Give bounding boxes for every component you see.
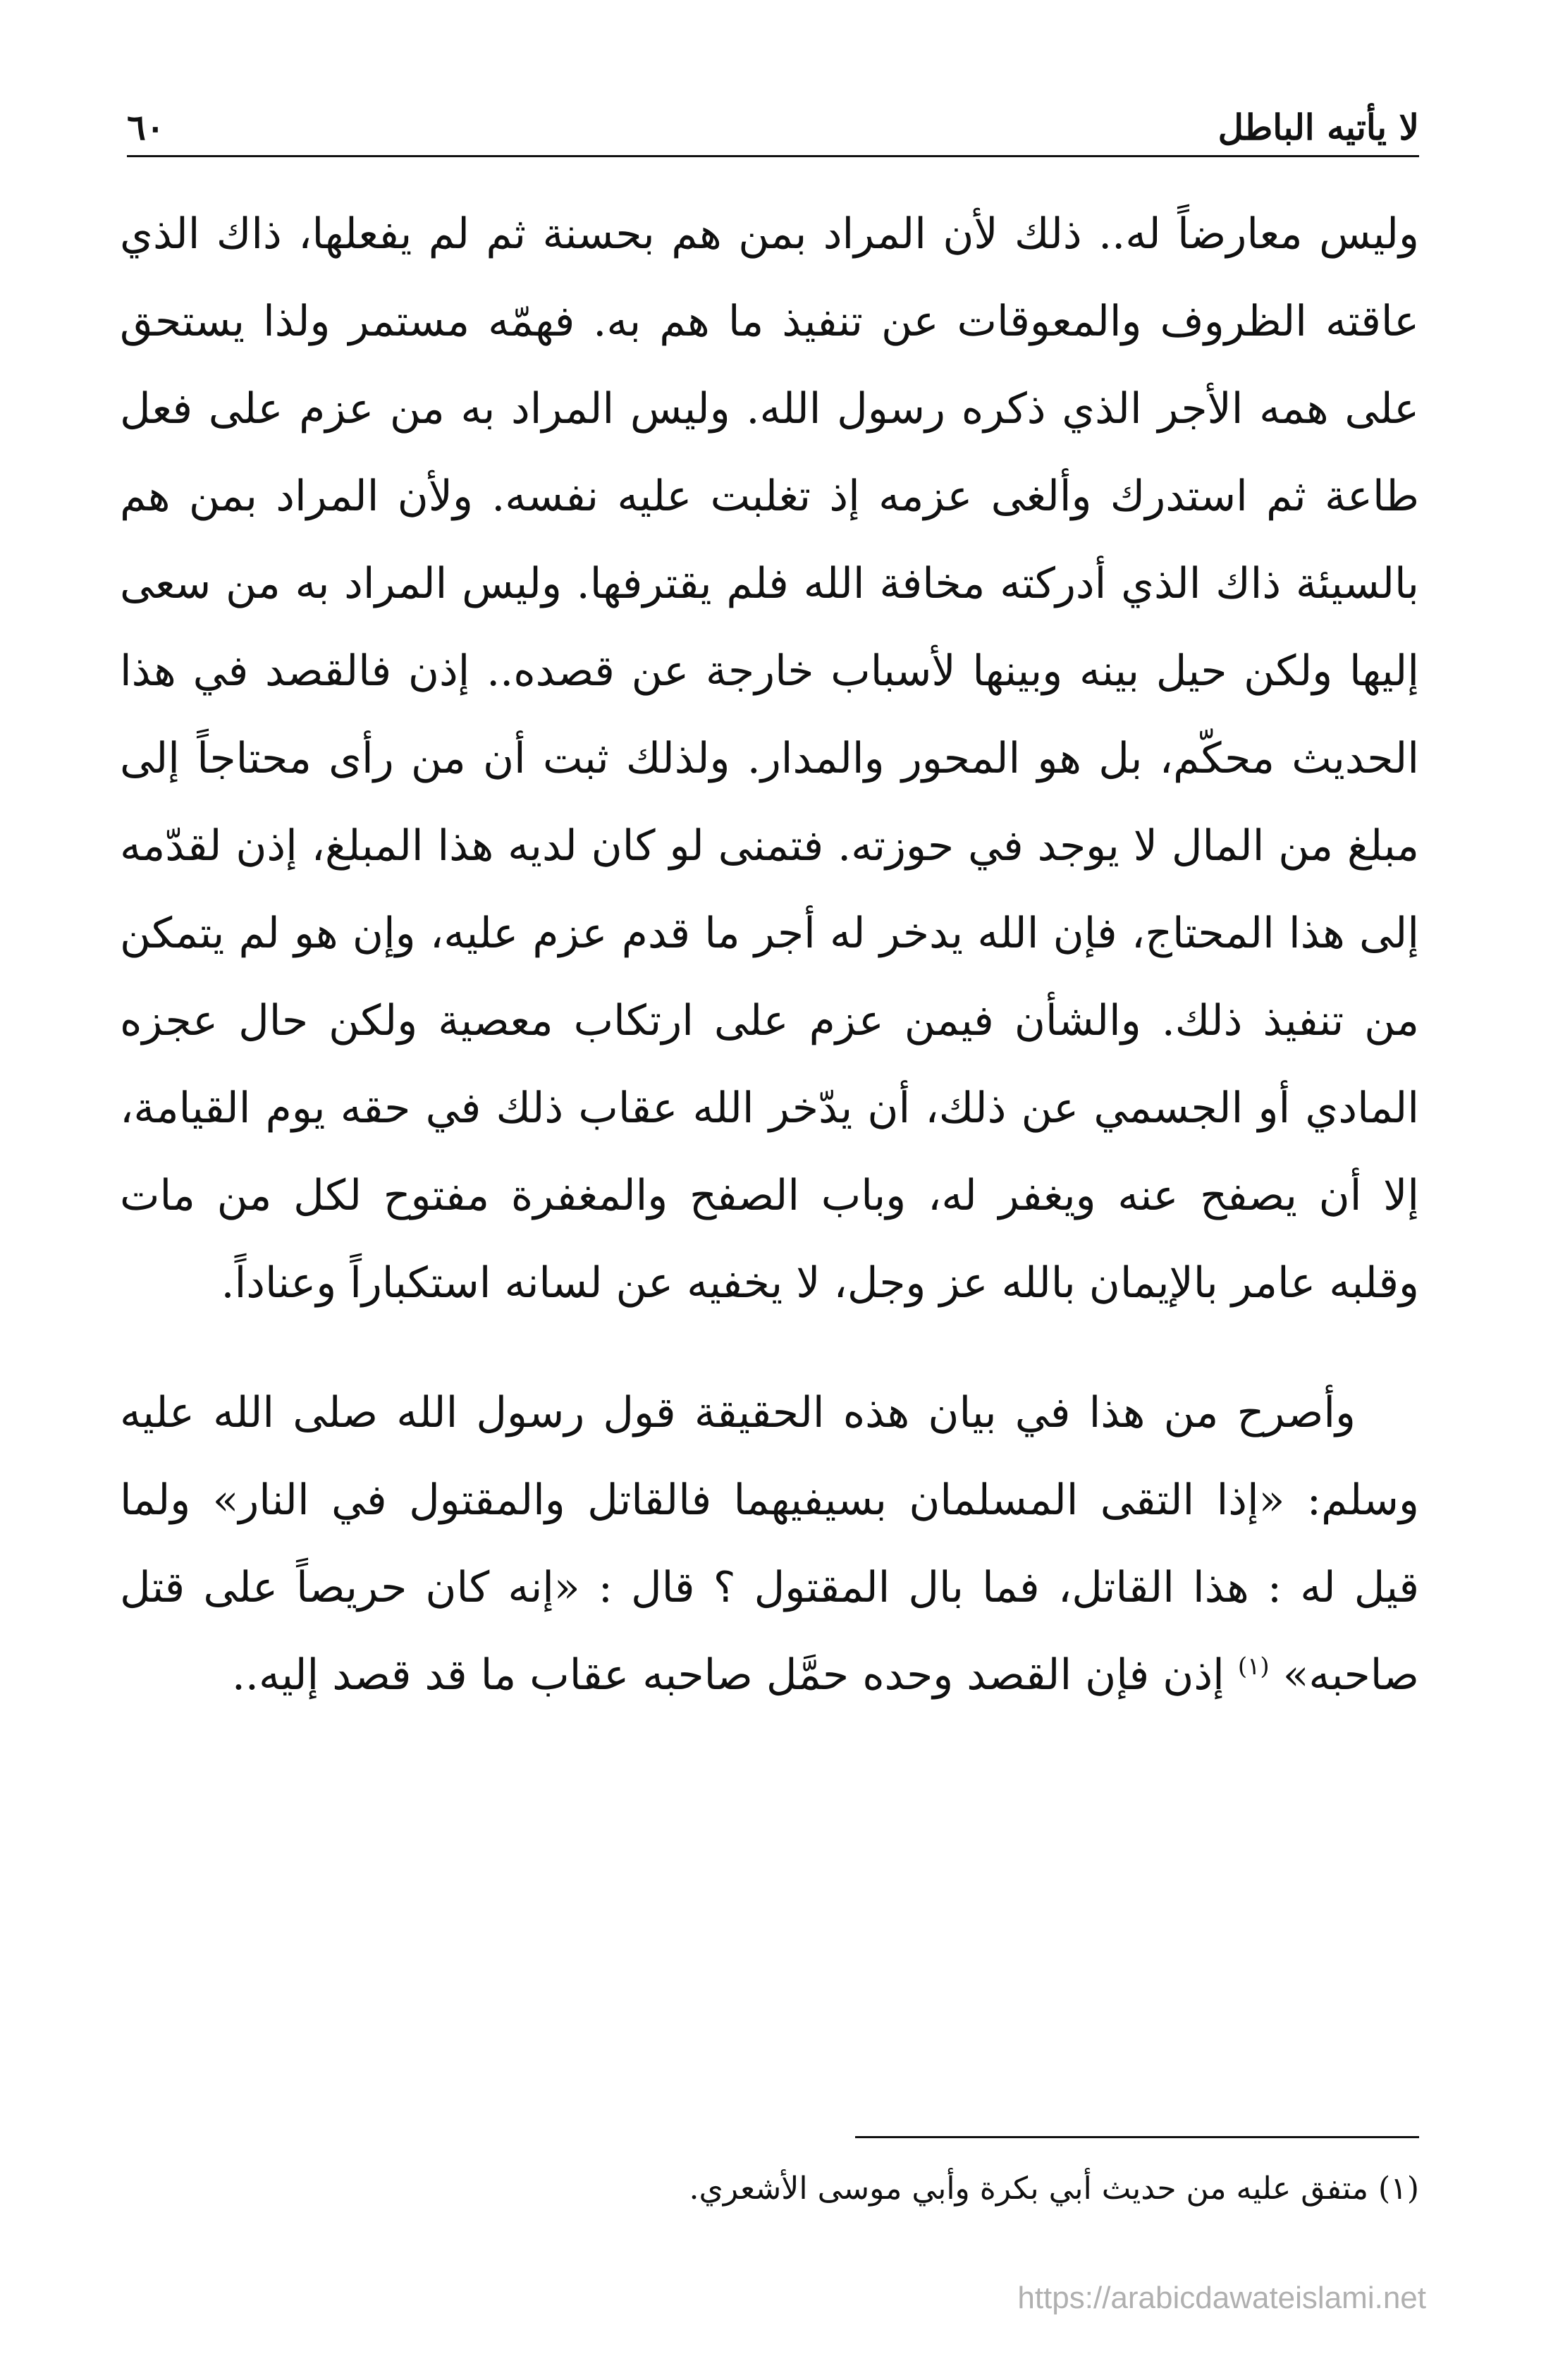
watermark-url: https://arabicdawateislami.net bbox=[1017, 2281, 1426, 2315]
paragraph-1: وليس معارضاً له.. ذلك لأن المراد بمن هم بحسنة ثم لم يفعلها، ذاك الذي عاقته الظروف والمعوقات عن تنفيذ ما هم به. فهمّه مستمر ولذا يستحق على همه الأجر الذي ذكره رسول الله. وليس المراد به من عزم على فعل طاعة ثم استدرك وألغى عزمه إذ تغلبت عليه نفسه. ولأن المراد بمن هم بالسيئة ذاك الذي أدركته مخافة الله فلم يقترفها. وليس المراد به من سعى إليها ولكن حيل بينه وبينها لأسباب خارجة عن قصده.. إذن فالقصد في هذا الحديث محكّم، بل هو المحور والمدار. ولذلك ثبت أن من رأى محتاجاً إلى مبلغ من المال لا يوجد في حوزته. فتمنى لو كان لديه هذا المبلغ، إذن لقدّمه إلى هذا المحتاج، فإن الله يدخر له أجر ما قدم عزم عليه، وإن هو لم يتمكن من تنفيذ ذلك. والشأن فيمن عزم على ارتكاب معصية ولكن حال عجزه المادي أو الجسمي عن ذلك، أن يدّخر الله عقاب ذلك في حقه يوم القيامة، إلا أن يصفح عنه ويغفر له، وباب الصفح والمغفرة مفتوح لكل من مات وقلبه عامر بالإيمان بالله عز وجل، لا يخفيه عن لسانه استكباراً وعناداً. bbox=[120, 209, 1420, 1308]
footnote: (١) متفق عليه من حديث أبي بكرة وأبي موسى الأشعري. bbox=[689, 2171, 1419, 2207]
footnote-reference[interactable]: (١) bbox=[1237, 1652, 1270, 1681]
main-text bbox=[120, 190, 1419, 1719]
footnote-divider bbox=[855, 2136, 1419, 2138]
paragraph-2 bbox=[120, 1369, 1419, 1719]
paragraph-2-part-1: وأصرح من هذا في بيان هذه الحقيقة قول رسول الله صلى الله عليه وسلم: «إذا التقى المسلمان بسيفيهما فالقاتل والمقتول في النار» ولما قيل له : هذا القاتل، فما بال المقتول ؟ قال : «إنه كان حريصاً على قتل صاحبه» bbox=[120, 1388, 1420, 1700]
page-header bbox=[127, 85, 1419, 157]
page-number: ٦٠ bbox=[127, 106, 165, 148]
running-title: لا يأتيه الباطل bbox=[1217, 106, 1419, 148]
paragraph-2-part-2: إذن فإن القصد وحده حمَّل صاحبه عقاب ما قد قصد إليه.. bbox=[231, 1650, 1238, 1700]
